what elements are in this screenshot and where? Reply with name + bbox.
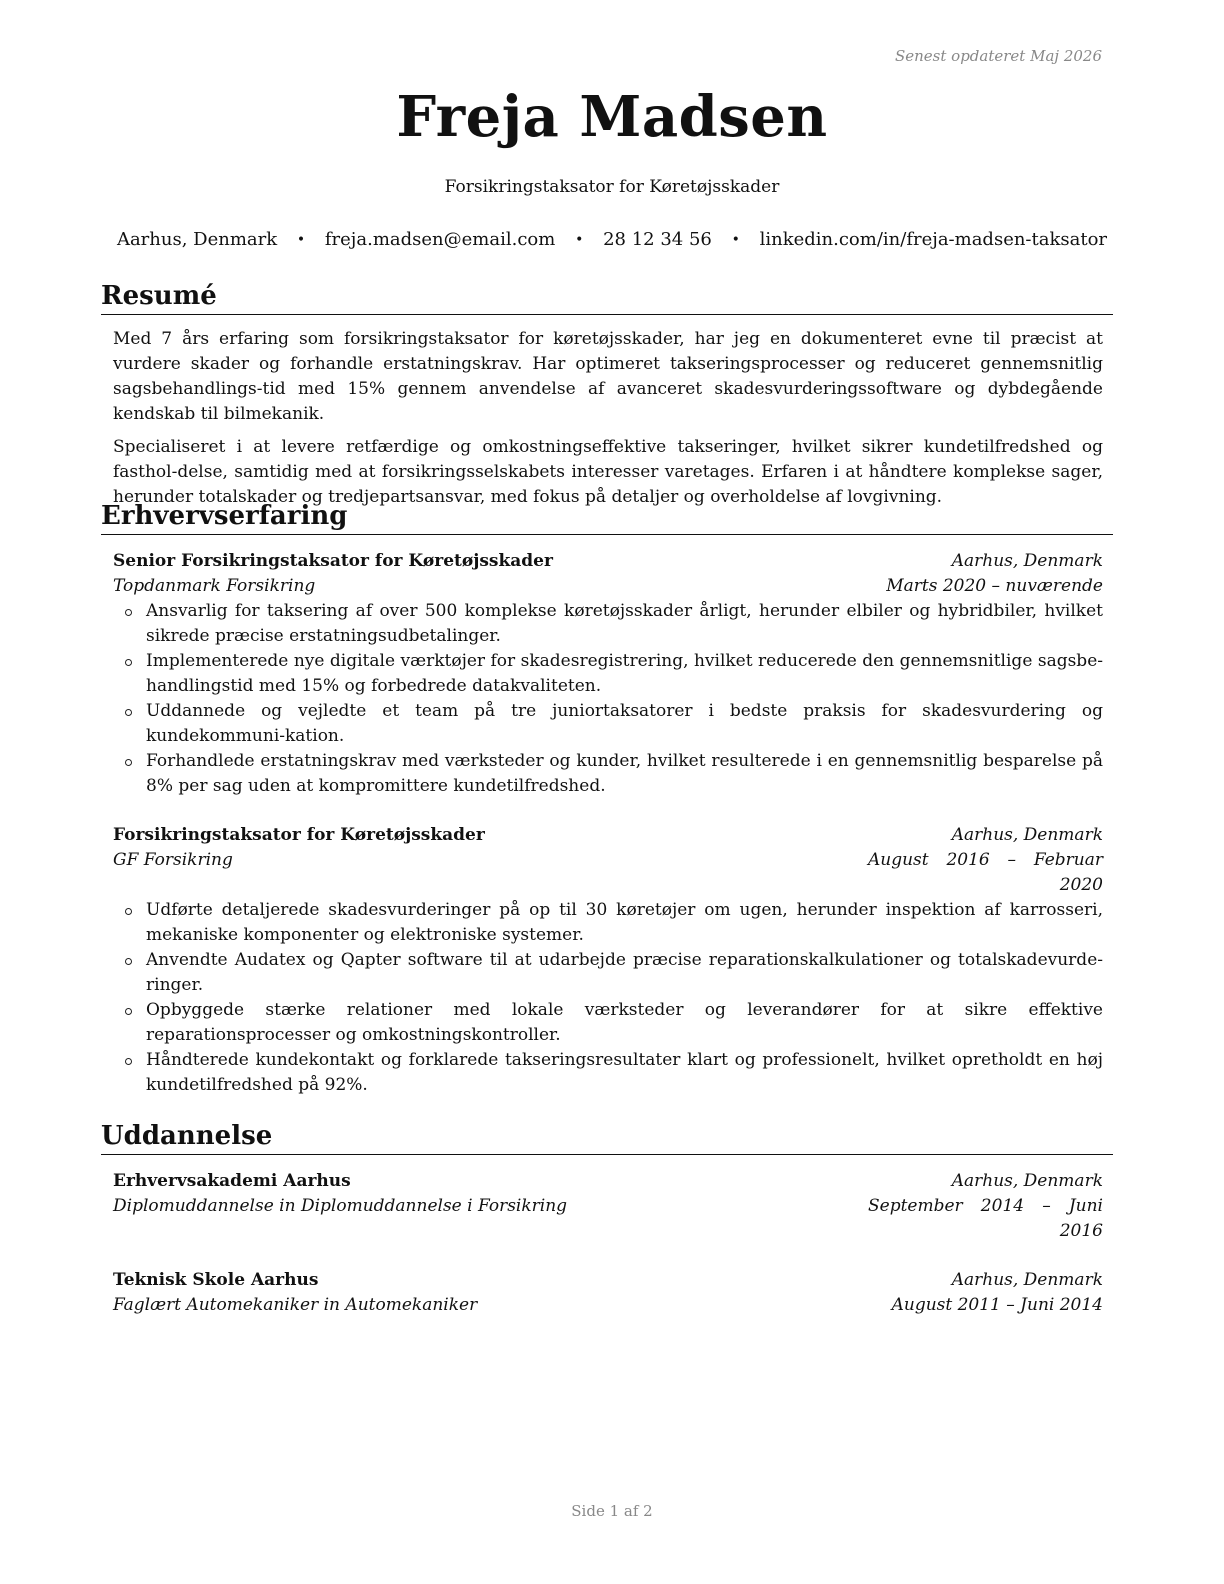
school-degree: Faglært Automekaniker in Automekaniker bbox=[113, 1295, 478, 1315]
circle-bullet-icon bbox=[125, 609, 132, 616]
circle-bullet-icon bbox=[125, 1058, 132, 1065]
job-dates: Marts 2020 – nuværende bbox=[886, 576, 1103, 596]
last-updated: Senest opdateret Maj 2026 bbox=[894, 47, 1102, 65]
contact-location: Aarhus, Denmark bbox=[116, 229, 278, 250]
job-entry bbox=[113, 549, 1103, 799]
job-bullets bbox=[113, 898, 1103, 1098]
education-section bbox=[101, 1120, 1113, 1318]
candidate-title: Forsikringstaksator for Køretøjsskader bbox=[444, 177, 780, 197]
list-item: Ansvarlig for taksering af over 500 komplekse køretøjsskader årligt, herunder elbiler og hybridbiler, hvilket sikrede præcise erstatningsudbetalinger. bbox=[113, 599, 1103, 649]
job-location: Aarhus, Denmark bbox=[951, 551, 1103, 571]
contact-separator: • bbox=[731, 232, 740, 248]
list-item: Uddannede og vejledte et team på tre juniortaksatorer i bedste praksis for skadesvurdering og kundekommuni-kation. bbox=[113, 699, 1103, 749]
list-item: Opbyggede stærke relationer med lokale værksteder og leverandører for at sikre effektive reparationsprocesser og omkostningskontroller. bbox=[113, 998, 1103, 1048]
school-name: Erhvervsakademi Aarhus bbox=[113, 1171, 351, 1191]
contact-separator: • bbox=[296, 232, 306, 248]
school-name: Teknisk Skole Aarhus bbox=[113, 1270, 319, 1290]
list-item: Håndterede kundekontakt og forklarede takseringsresultater klart og professionelt, hvilket opretholdt en høj kundetilfredshed på 92%. bbox=[113, 1048, 1103, 1098]
experience-heading: Erhvervserfaring bbox=[101, 500, 1113, 535]
school-dates: August 2011 – Juni 2014 bbox=[891, 1295, 1103, 1315]
school-location: Aarhus, Denmark bbox=[951, 1171, 1103, 1191]
summary-heading: Resumé bbox=[101, 280, 1113, 315]
contact-phone: 28 12 34 56 bbox=[603, 229, 712, 250]
experience-section bbox=[101, 500, 1113, 1098]
list-item: Forhandlede erstatningskrav med værksteder og kunder, hvilket resulterede i en gennemsnitlig besparelse på 8% per sag uden at kompromittere kundetilfredshed. bbox=[113, 749, 1103, 799]
circle-bullet-icon bbox=[125, 759, 132, 766]
list-item: Implementerede nye digitale værktøjer for skadesregistrering, hvilket reducerede den gennemsnitlige sagsbe-handlingstid med 15% og forbedrede datakvaliteten. bbox=[113, 649, 1103, 699]
list-item: Udførte detaljerede skadesvurderinger på op til 30 køretøjer om ugen, herunder inspektion af karrosseri, mekaniske komponenter og elektroniske systemer. bbox=[113, 898, 1103, 948]
contact-separator: • bbox=[575, 232, 584, 248]
list-item: Anvendte Audatex og Qapter software til at udarbejde præcise reparationskalkulationer og totalskadevurde-ringer. bbox=[113, 948, 1103, 998]
job-company: GF Forsikring bbox=[113, 850, 233, 870]
page-number: Side 1 af 2 bbox=[571, 1502, 653, 1520]
job-role: Senior Forsikringstaksator for Køretøjsskader bbox=[113, 551, 553, 571]
job-dates: August 2016 – Februar 2020 bbox=[868, 850, 1103, 895]
circle-bullet-icon bbox=[125, 659, 132, 666]
contact-linkedin[interactable]: linkedin.com/in/freja-madsen-taksator bbox=[759, 229, 1108, 250]
circle-bullet-icon bbox=[125, 908, 132, 915]
summary-paragraph: Med 7 års erfaring som forsikringstaksator for køretøjsskader, har jeg en dokumenteret evne til præcist at vurdere skader og forhandle erstatningskrav. Har optimeret takseringsprocesser og reduceret gennemsnitlig sagsbehandlings-tid med 15% gennem anvendelse af avanceret skadesvurderingssoftware og dybdegående kendskab til bilmekanik. bbox=[113, 329, 1103, 424]
contact-email[interactable]: freja.madsen@email.com bbox=[324, 229, 556, 250]
education-heading: Uddannelse bbox=[101, 1120, 1113, 1155]
job-company: Topdanmark Forsikring bbox=[113, 576, 316, 596]
summary-section bbox=[101, 280, 1113, 510]
circle-bullet-icon bbox=[125, 958, 132, 965]
summary-paragraph: Specialiseret i at levere retfærdige og omkostningseffektive takseringer, hvilket sikrer kundetilfredshed og fasthol-delse, samtidig med at forsikringsselskabets interesser varetages. Erfaren i at håndtere komplekse sager, herunder totalskader og tredjepartsansvar, med fokus på detaljer og overholdelse af lovgivning. bbox=[113, 437, 1103, 507]
job-entry bbox=[113, 823, 1103, 1098]
education-entry bbox=[113, 1268, 1103, 1318]
job-role: Forsikringstaksator for Køretøjsskader bbox=[113, 825, 485, 845]
job-bullets bbox=[113, 599, 1103, 799]
school-dates: September 2014 – Juni 2016 bbox=[868, 1196, 1103, 1241]
contact-line bbox=[0, 229, 1224, 250]
school-location: Aarhus, Denmark bbox=[951, 1270, 1103, 1290]
education-entry bbox=[113, 1169, 1103, 1244]
candidate-name: Freja Madsen bbox=[396, 84, 828, 150]
circle-bullet-icon bbox=[125, 1008, 132, 1015]
circle-bullet-icon bbox=[125, 709, 132, 716]
job-location: Aarhus, Denmark bbox=[951, 825, 1103, 845]
school-degree: Diplomuddannelse in Diplomuddannelse i Forsikring bbox=[113, 1196, 568, 1216]
